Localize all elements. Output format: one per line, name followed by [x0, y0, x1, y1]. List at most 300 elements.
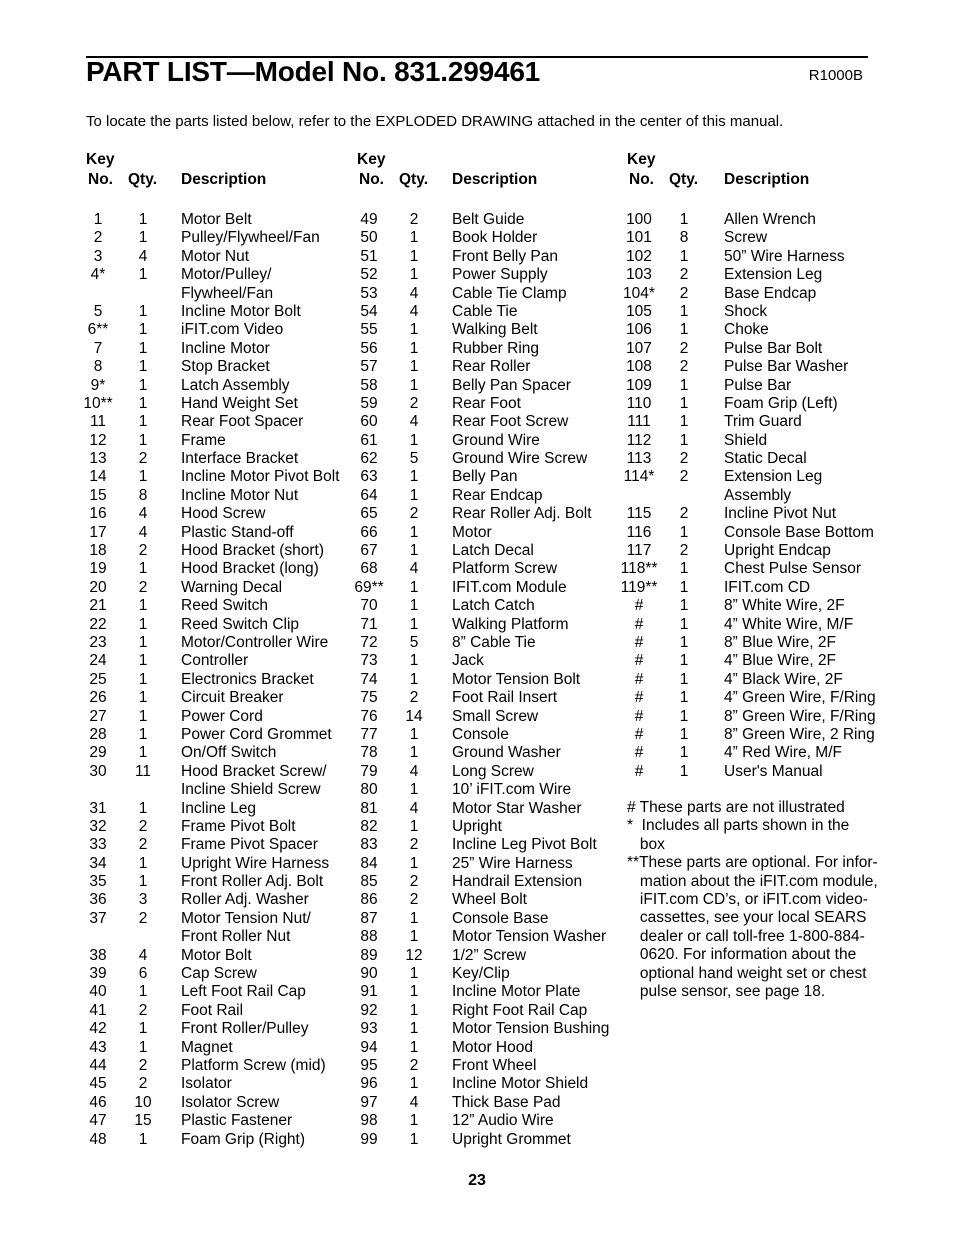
part-row [357, 395, 657, 413]
header-no: No. [629, 171, 654, 188]
footnote-line: 0620. For information about the [627, 946, 857, 964]
part-qty: 1 [138, 358, 148, 376]
part-qty: 1 [138, 670, 148, 688]
part-row [620, 560, 927, 578]
part-description: Allen Wrench [724, 211, 816, 228]
part-description: Key/Clip [452, 965, 510, 983]
part-qty: 5 [409, 633, 419, 651]
part-key: 41 [89, 1001, 107, 1019]
part-description: Motor Star Washer [452, 799, 582, 817]
part-row [86, 1057, 386, 1075]
part-description: Wheel Bolt [452, 891, 527, 909]
part-key: 51 [360, 247, 378, 265]
part-row [627, 524, 927, 542]
part-description: Handrail Extension [452, 873, 583, 891]
part-description: 8” Green Wire, 2 Ring [724, 725, 875, 743]
part-key: 31 [89, 799, 107, 817]
part-row [627, 340, 927, 358]
part-qty: 4 [138, 247, 148, 265]
part-qty: 2 [679, 542, 689, 560]
part-qty: 1 [409, 1001, 419, 1019]
part-key: 96 [360, 1075, 378, 1093]
part-description: Assembly [724, 486, 792, 504]
part-description: Motor Tension Washer [452, 928, 607, 946]
part-row [86, 377, 386, 395]
part-description: Choke [724, 321, 769, 339]
part-row [627, 505, 927, 523]
part-key: 62 [360, 450, 378, 468]
part-key: # [634, 762, 644, 780]
part-row [627, 266, 927, 284]
part-row [623, 284, 927, 303]
part-row [86, 542, 386, 560]
part-key: 3 [93, 247, 103, 265]
part-description: Front Roller/Pulley [181, 1020, 309, 1038]
part-row [86, 487, 386, 505]
part-row [357, 818, 657, 836]
part-row [86, 763, 386, 781]
part-key: 2 [93, 229, 103, 247]
part-row [627, 542, 927, 560]
part-key: 85 [360, 873, 378, 891]
part-qty: 12 [405, 946, 423, 964]
part-row [357, 634, 657, 652]
part-qty: 1 [138, 799, 148, 817]
header-description: Description [181, 171, 267, 188]
part-key: 98 [360, 1112, 378, 1130]
part-row [357, 652, 657, 670]
part-qty: 2 [409, 891, 419, 909]
part-row [357, 321, 657, 339]
part-row [627, 413, 927, 431]
part-key: 27 [89, 707, 107, 725]
page-number: 23 [468, 1172, 486, 1189]
part-row [86, 211, 386, 229]
part-description: Ground Wire Screw [452, 450, 588, 468]
part-qty: 1 [138, 211, 148, 228]
part-row [86, 652, 386, 670]
part-description: 12” Audio Wire [452, 1112, 554, 1130]
header-no: No. [359, 171, 384, 188]
part-qty: 4 [138, 505, 148, 523]
part-qty: 1 [138, 413, 148, 431]
part-key: 13 [89, 450, 107, 468]
part-description: Extension Leg [724, 266, 823, 284]
part-row [357, 358, 657, 376]
part-description: Ground Washer [452, 744, 561, 762]
page-title: PART LIST—Model No. 831.299461 [86, 56, 541, 87]
part-row [627, 248, 927, 266]
part-key: 37 [89, 909, 107, 927]
header-qty: Qty. [669, 171, 698, 188]
part-row [357, 781, 657, 799]
part-qty: 1 [409, 376, 419, 394]
part-qty: 1 [679, 578, 689, 596]
part-row [86, 303, 386, 321]
part-row [86, 1002, 386, 1020]
part-key: 89 [360, 946, 378, 964]
part-qty: 1 [138, 689, 148, 707]
header-key: Key [357, 151, 386, 168]
part-row [86, 616, 386, 634]
part-row [357, 763, 657, 781]
part-key: 91 [360, 983, 378, 1001]
part-description: Hood Bracket (long) [181, 560, 319, 578]
part-qty: 8 [138, 486, 148, 504]
part-row [357, 1057, 657, 1075]
part-qty: 2 [679, 339, 689, 357]
part-key: 6** [87, 321, 109, 339]
part-qty: 1 [138, 266, 148, 284]
part-row [86, 910, 386, 928]
part-qty: 2 [409, 836, 419, 854]
part-row [86, 450, 386, 468]
part-qty: 1 [138, 394, 148, 412]
part-qty: 1 [679, 633, 689, 651]
part-key: 115 [626, 505, 652, 523]
part-key: 24 [89, 652, 107, 670]
part-description: Frame [181, 431, 226, 449]
part-row [623, 468, 927, 486]
part-key: 101 [626, 229, 652, 247]
part-qty: 1 [409, 247, 419, 265]
part-qty: 1 [409, 578, 419, 596]
part-row [86, 800, 386, 818]
part-description: 10’ iFIT.com Wire [452, 781, 572, 799]
part-qty: 1 [138, 302, 148, 320]
part-row [357, 1131, 657, 1149]
part-row [86, 891, 386, 909]
part-key: 43 [89, 1038, 107, 1056]
part-description: Pulse Bar Washer [724, 358, 849, 376]
part-row [86, 266, 386, 284]
part-qty: 1 [679, 394, 689, 412]
part-key: 74 [360, 670, 378, 688]
part-qty: 14 [405, 707, 423, 725]
part-row [627, 377, 927, 395]
part-key: 5 [93, 302, 103, 320]
part-qty: 1 [138, 229, 148, 247]
part-row [86, 689, 386, 707]
part-row [86, 836, 386, 854]
part-description: Foam Grip (Left) [724, 394, 838, 412]
part-key: 64 [360, 486, 378, 504]
part-key: 82 [360, 817, 378, 835]
part-description: Rear Foot Screw [452, 413, 569, 431]
part-row [627, 597, 927, 615]
part-qty: 1 [679, 431, 689, 449]
part-row [627, 652, 927, 670]
part-row [86, 634, 386, 652]
part-qty: 1 [138, 468, 148, 486]
part-qty: 1 [138, 652, 148, 670]
part-row [627, 634, 927, 652]
part-qty: 1 [138, 597, 148, 615]
part-key: # [634, 725, 644, 743]
part-row [86, 432, 386, 450]
part-key: 88 [360, 928, 378, 946]
part-key: 42 [89, 1020, 107, 1038]
part-row [86, 248, 386, 266]
part-key: 9* [90, 376, 106, 394]
part-description: Pulse Bar Bolt [724, 339, 823, 357]
part-key: 23 [89, 633, 107, 651]
part-key: 57 [360, 358, 378, 376]
part-key: 47 [89, 1112, 107, 1130]
part-description: Left Foot Rail Cap [181, 983, 306, 1001]
part-key: 11 [89, 413, 107, 431]
part-qty: 1 [679, 597, 689, 615]
part-description: Roller Adj. Washer [181, 891, 309, 909]
part-row [86, 468, 386, 486]
part-qty: 1 [409, 321, 419, 339]
part-row [86, 818, 386, 836]
part-row [357, 616, 657, 634]
part-row [86, 505, 386, 523]
part-description: Upright Wire Harness [181, 854, 330, 872]
part-qty: 4 [409, 1093, 419, 1111]
part-qty: 1 [409, 468, 419, 486]
part-qty: 1 [409, 744, 419, 762]
part-row [86, 597, 386, 615]
part-key: 48 [89, 1130, 107, 1148]
part-key: # [634, 689, 644, 707]
part-qty: 1 [138, 744, 148, 762]
part-qty: 1 [409, 670, 419, 688]
part-qty: 2 [409, 394, 419, 412]
part-key: 18 [89, 542, 107, 560]
part-qty: 6 [138, 965, 148, 983]
part-key: 107 [626, 339, 652, 357]
part-description: Power Supply [452, 266, 548, 284]
part-row [357, 800, 657, 818]
part-key: 54 [360, 302, 378, 320]
part-qty: 1 [679, 247, 689, 265]
part-description: Incline Leg [181, 799, 256, 817]
footnote-line: dealer or call toll-free 1-800-884- [627, 927, 865, 945]
part-description: Incline Motor Pivot Bolt [181, 468, 340, 486]
part-description: Motor Belt [181, 211, 252, 228]
footnote-line: # These parts are not illustrated [627, 799, 845, 816]
part-row [627, 229, 927, 247]
part-row [357, 542, 657, 560]
part-description: Console Base Bottom [724, 523, 874, 541]
part-key: 68 [360, 560, 378, 578]
part-key: 69** [354, 578, 384, 596]
part-row [86, 413, 386, 431]
part-row [86, 1075, 386, 1093]
part-qty: 1 [409, 817, 419, 835]
part-qty: 1 [138, 321, 148, 339]
part-description: Foam Grip (Right) [181, 1130, 306, 1148]
part-qty: 11 [134, 762, 152, 780]
part-description: Cable Tie Clamp [452, 284, 567, 302]
part-row [354, 578, 657, 597]
part-description: Rear Foot Spacer [181, 413, 304, 431]
part-row [357, 1094, 657, 1112]
part-description: Magnet [181, 1038, 233, 1056]
part-qty: 1 [409, 1038, 419, 1056]
part-key: 72 [360, 633, 378, 651]
part-description: Power Cord [181, 707, 263, 725]
part-key: 4* [90, 266, 106, 284]
part-key: 15 [89, 486, 107, 504]
part-key: 44 [89, 1056, 107, 1074]
part-qty: 2 [138, 836, 148, 854]
part-row [86, 1020, 386, 1038]
part-qty: 4 [409, 799, 419, 817]
part-description: Shock [724, 302, 768, 320]
part-row [357, 726, 657, 744]
part-qty: 1 [138, 725, 148, 743]
header-key: Key [86, 151, 115, 168]
part-description: Front Roller Adj. Bolt [181, 873, 324, 891]
part-description: Isolator [181, 1075, 232, 1093]
part-description: Chest Pulse Sensor [724, 560, 861, 578]
part-description: Electronics Bracket [181, 670, 314, 688]
part-row [357, 1075, 657, 1093]
part-qty: 2 [409, 505, 419, 523]
part-row [357, 1039, 657, 1057]
part-description: Motor/Pulley/ [181, 266, 272, 284]
part-description: Motor Tension Bushing [452, 1020, 610, 1038]
part-key: # [634, 670, 644, 688]
part-key: 76 [360, 707, 378, 725]
part-description: Motor Nut [181, 247, 250, 265]
part-description: Incline Motor Bolt [181, 302, 301, 320]
part-qty: 1 [138, 983, 148, 1001]
part-key: 118** [620, 560, 658, 578]
part-description: Console Base [452, 909, 549, 927]
part-key: 112 [626, 431, 652, 449]
part-qty: 2 [138, 1056, 148, 1074]
part-row [357, 708, 657, 726]
part-row [357, 211, 657, 229]
part-description: 4” Blue Wire, 2F [724, 652, 836, 670]
footnote-line: cassettes, see your local SEARS [627, 909, 867, 927]
part-key: 108 [626, 358, 652, 376]
part-qty: 1 [409, 523, 419, 541]
part-key: 39 [89, 965, 107, 983]
part-key: 94 [360, 1038, 378, 1056]
part-row [627, 321, 927, 339]
part-key: 19 [89, 560, 107, 578]
part-description: Platform Screw [452, 560, 558, 578]
part-key: 32 [89, 817, 107, 835]
part-description: Motor Bolt [181, 946, 252, 964]
part-description: Book Holder [452, 229, 538, 247]
part-description: Upright Endcap [724, 542, 831, 560]
part-key: 67 [360, 542, 378, 560]
part-qty: 1 [138, 339, 148, 357]
part-description: Plastic Fastener [181, 1112, 293, 1130]
part-row [86, 726, 386, 744]
part-row [86, 229, 386, 247]
part-key: 1 [93, 211, 103, 228]
part-row [86, 1094, 386, 1112]
header-key: Key [627, 151, 656, 168]
part-row [357, 689, 657, 707]
part-qty: 2 [138, 909, 148, 927]
part-description: 8” White Wire, 2F [724, 597, 845, 615]
part-description: Ground Wire [452, 431, 540, 449]
part-row [357, 413, 657, 431]
part-description: Latch Assembly [181, 376, 290, 394]
part-description: Motor Hood [452, 1038, 533, 1056]
part-key: 70 [360, 597, 378, 615]
part-description: Rubber Ring [452, 339, 540, 357]
part-row [357, 505, 657, 523]
part-qty: 1 [409, 1130, 419, 1148]
part-row [627, 616, 927, 634]
part-qty: 1 [138, 431, 148, 449]
part-row [627, 358, 927, 376]
part-row [86, 1039, 386, 1057]
footnote-line: **These parts are optional. For infor- [627, 854, 878, 872]
part-key: 17 [89, 523, 107, 541]
part-description: Incline Motor Nut [181, 486, 299, 504]
part-description: Right Foot Rail Cap [452, 1001, 588, 1019]
part-row [357, 450, 657, 468]
header-qty: Qty. [399, 171, 428, 188]
part-qty: 1 [409, 229, 419, 247]
part-description: Power Cord Grommet [181, 725, 332, 743]
part-qty: 1 [409, 1075, 419, 1093]
part-key: 59 [360, 394, 378, 412]
part-row [357, 377, 657, 395]
part-row [86, 1112, 386, 1130]
part-qty: 2 [409, 211, 419, 228]
part-qty: 1 [679, 725, 689, 743]
part-qty: 1 [409, 909, 419, 927]
part-qty: 2 [679, 450, 689, 468]
part-key: 75 [360, 689, 378, 707]
part-description: 4” Green Wire, F/Ring [724, 689, 876, 707]
part-description: Rear Foot [452, 394, 521, 412]
part-row [357, 928, 657, 946]
part-qty: 5 [409, 450, 419, 468]
part-key: 81 [360, 799, 378, 817]
part-row [357, 891, 657, 909]
part-qty: 1 [409, 339, 419, 357]
part-qty: 1 [138, 633, 148, 651]
part-key: 29 [89, 744, 107, 762]
part-description: Warning Decal [181, 578, 283, 596]
part-qty: 1 [409, 983, 419, 1001]
part-row [357, 1112, 657, 1130]
part-description: Foot Rail [181, 1001, 244, 1019]
part-row [86, 321, 386, 339]
part-key: 71 [360, 615, 378, 633]
part-key: 60 [360, 413, 378, 431]
part-qty: 2 [679, 284, 689, 302]
part-key: 93 [360, 1020, 378, 1038]
part-row [357, 285, 657, 303]
part-key: 80 [360, 781, 378, 799]
part-key: 49 [360, 211, 378, 228]
part-description: Front Belly Pan [452, 247, 558, 265]
part-key: 61 [360, 431, 378, 449]
header-description: Description [452, 171, 538, 188]
part-qty: 1 [679, 689, 689, 707]
part-description: Upright Grommet [452, 1130, 571, 1148]
part-key: 25 [89, 670, 107, 688]
part-qty: 2 [138, 450, 148, 468]
part-row [627, 211, 927, 229]
part-key: 26 [89, 689, 107, 707]
part-row [86, 358, 386, 376]
part-row [86, 285, 386, 303]
